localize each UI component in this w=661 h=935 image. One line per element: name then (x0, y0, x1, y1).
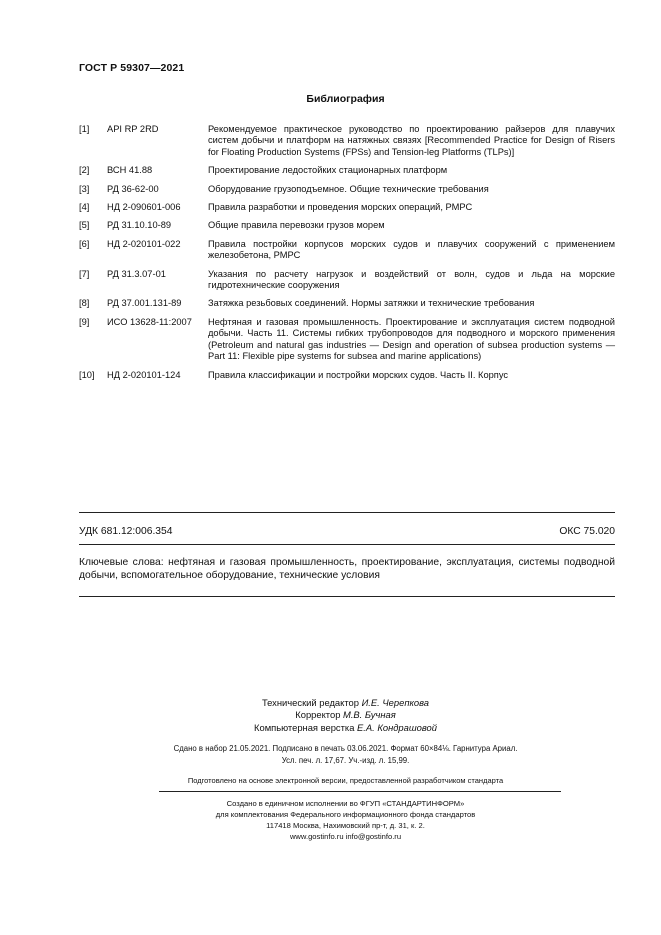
publisher-info (0, 798, 661, 842)
ref-code: РД 31.10.10-89 (107, 220, 172, 231)
ref-description: Указания по расчету нагрузок и воздействий от волн, судов и льда на морские гидротехнические сооружения (208, 268, 615, 291)
ref-number: [8] (79, 298, 90, 309)
ref-description: Проектирование ледостойких стационарных платформ (208, 165, 448, 176)
ref-code: ВСН 41.88 (107, 165, 153, 176)
ref-code: API RP 2RD (107, 124, 159, 134)
ref-code: РД 37.001.131-89 (107, 298, 182, 309)
bibliography-item (79, 202, 615, 213)
keywords: Ключевые слова: нефтяная и газовая промышленность, проектирование, эксплуатация, системы подводной добычи, вспомогательное оборудование, технические условия (79, 557, 615, 581)
editor-line (30, 697, 661, 709)
bibliography-title: Библиография (306, 93, 385, 105)
divider-bottom (79, 596, 615, 597)
layout-name: Е.А. Кондрашовой (357, 721, 437, 733)
publisher-address: 117418 Москва, Нахимовский пр-т, д. 31, к. 2. (266, 821, 425, 830)
ref-number: [2] (79, 165, 90, 176)
print-info (0, 743, 661, 766)
bibliography-item (79, 370, 615, 381)
ref-code: НД 2-020101-124 (107, 369, 181, 380)
ref-description: Правила постройки корпусов морских судов и плавучих сооружений с применением железобетона, РМРС (208, 238, 615, 261)
ref-number: [1] (79, 124, 90, 134)
ref-number: [6] (79, 238, 90, 249)
publisher-line1: Создано в единичном исполнении во ФГУП «СТАНДАРТИНФОРМ» (226, 799, 465, 808)
ref-description: Нефтяная и газовая промышленность. Проектирование и эксплуатация систем подводной добычи. Часть 11. Системы гибких трубопроводов для подводного и морского применения (Petroleum and natural gas industries — Design and operation of subsea production systems — Part 11: Flexible pipe systems for subsea and marine applications) (208, 316, 615, 362)
oks-code: ОКС 75.020 (559, 526, 615, 537)
ref-number: [10] (79, 369, 95, 380)
bibliography-item (79, 317, 615, 363)
ref-code: РД 31.3.07-01 (107, 268, 166, 279)
corrector-line (30, 709, 661, 721)
editor-label: Технический редактор (261, 697, 359, 708)
udk-code: УДК 681.12:006.354 (79, 526, 173, 537)
bibliography-item (79, 239, 615, 262)
divider-top (79, 512, 615, 513)
standard-number: ГОСТ Р 59307—2021 (79, 62, 185, 74)
ref-code: НД 2-090601-006 (107, 202, 181, 213)
publisher-line2: для комплектования Федерального информационного фонда стандартов (215, 810, 476, 819)
print-info-line2: Усл. печ. л. 17,67. Уч.-изд. л. 15,99. (281, 755, 410, 765)
ref-code: НД 2-020101-022 (107, 238, 181, 249)
bibliography-item (79, 184, 615, 195)
ref-description: Правила разработки и проведения морских операций, РМРС (208, 202, 473, 213)
divider-publisher (159, 791, 561, 792)
print-info-line1: Сдано в набор 21.05.2021. Подписано в печать 03.06.2021. Формат 60×84⅛. Гарнитура Ариал. (173, 744, 518, 753)
ref-description: Оборудование грузоподъемное. Общие технические требования (208, 183, 489, 194)
ref-number: [7] (79, 268, 90, 279)
ref-description: Затяжка резьбовых соединений. Нормы затяжки и технические требования (208, 298, 535, 309)
ref-description: Правила классификации и постройки морских судов. Часть II. Корпус (208, 369, 509, 380)
bibliography-item (79, 220, 615, 231)
bibliography-item (79, 298, 615, 309)
bibliography-item (79, 124, 615, 158)
layout-label: Компьютерная верстка (254, 721, 355, 733)
corrector-label: Корректор (295, 709, 341, 721)
layout-line (30, 722, 661, 734)
corrector-name: М.В. Бучная (343, 709, 396, 721)
divider-middle (79, 544, 615, 545)
ref-description: Рекомендуемое практическое руководство по проектированию райзеров для плавучих систем добычи и платформ на натяжных связях [Recommended Practice for Design of Risers for Floating Production Systems (FPSs) and Tension-leg Platforms (TLPs)] (208, 124, 615, 157)
ref-number: [3] (79, 183, 90, 194)
bibliography-item (79, 269, 615, 292)
ref-code: ИСО 13628-11:2007 (107, 316, 192, 327)
prepared-note: Подготовлено на основе электронной версии, предоставленной разработчиком стандарта (187, 776, 504, 785)
editor-name: И.Е. Черепкова (361, 697, 430, 708)
ref-description: Общие правила перевозки грузов морем (208, 220, 385, 231)
staff-credits (0, 697, 661, 734)
bibliography-item (79, 165, 615, 176)
publisher-contacts: www.gostinfo.ru info@gostinfo.ru (289, 832, 402, 841)
ref-number: [9] (79, 316, 90, 327)
bibliography-list (79, 124, 615, 381)
ref-number: [5] (79, 220, 90, 231)
ref-number: [4] (79, 202, 90, 213)
ref-code: РД 36-62-00 (107, 183, 159, 194)
